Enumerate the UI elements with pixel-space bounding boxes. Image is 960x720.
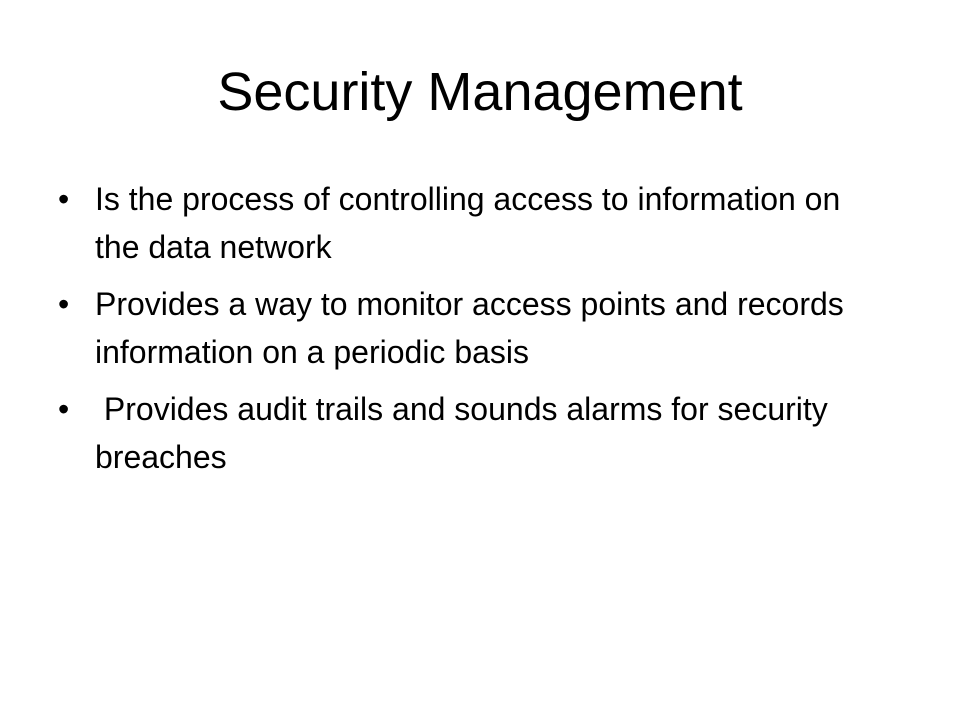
bullet-item xyxy=(58,175,858,271)
bullet-text: Provides audit trails and sounds alarms for security breaches xyxy=(95,391,837,475)
bullet-item xyxy=(58,385,858,481)
slide-title: Security Management xyxy=(217,62,743,122)
bullet-text: Is the process of controlling access to information on the data network xyxy=(95,181,841,265)
bullet-list xyxy=(58,175,858,490)
bullet-item xyxy=(58,280,858,376)
bullet-marker: • xyxy=(58,181,70,217)
bullet-text: Provides a way to monitor access points and records information on a periodic basis xyxy=(95,286,844,370)
bullet-marker: • xyxy=(58,391,70,427)
bullet-marker: • xyxy=(58,286,70,322)
